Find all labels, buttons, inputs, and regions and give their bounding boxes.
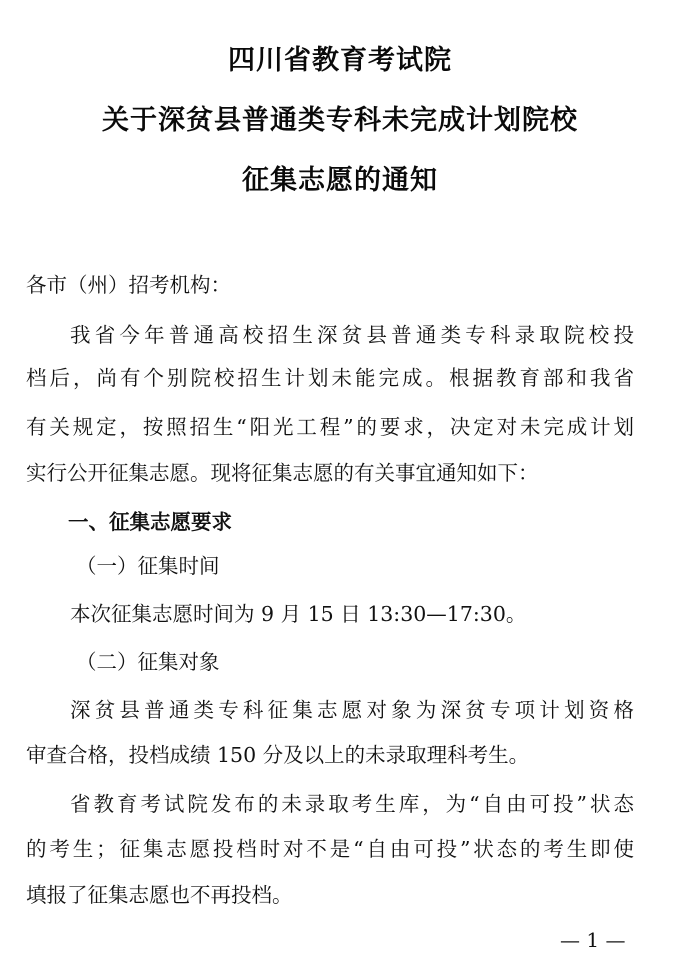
document-body: [26, 0, 656, 956]
title-line-3: 征集志愿的通知: [242, 165, 438, 196]
page-number: — 1 —: [560, 928, 626, 952]
para1-line3: 有关规定，按照招生“阳光工程”的要求，决定对未完成计划: [26, 415, 634, 439]
sub2-para1-line2: 审查合格，投档成绩 150 分及以上的未录取理科考生。: [26, 743, 530, 767]
sub2-para2-line3: 填报了征集志愿也不再投档。: [26, 883, 293, 907]
title-line-1: 四川省教育考试院: [228, 45, 452, 76]
sub1-text: 本次征集志愿时间为 9 月 15 日 13:30—17:30。: [70, 602, 527, 626]
sub1-heading: （一）征集时间: [76, 554, 220, 578]
para1-line2: 档后，尚有个别院校招生计划未能完成。根据教育部和我省: [26, 366, 634, 390]
section1-heading: 一、征集志愿要求: [68, 510, 232, 534]
sub2-para2-line2: 的考生；征集志愿投档时对不是“自由可投”状态的考生即使: [26, 837, 634, 861]
para1-line1: 我省今年普通高校招生深贫县普通类专科录取院校投: [70, 323, 634, 347]
para1-line4: 实行公开征集志愿。现将征集志愿的有关事宜通知如下：: [26, 461, 539, 485]
sub2-heading: （二）征集对象: [76, 650, 220, 674]
sub2-para1-line1: 深贫县普通类专科征集志愿对象为深贫专项计划资格: [70, 698, 634, 722]
sub2-para2-line1: 省教育考试院发布的未录取考生库，为“自由可投”状态: [70, 792, 634, 816]
title-line-2: 关于深贫县普通类专科未完成计划院校: [102, 105, 578, 136]
salutation: 各市（州）招考机构：: [26, 273, 231, 297]
